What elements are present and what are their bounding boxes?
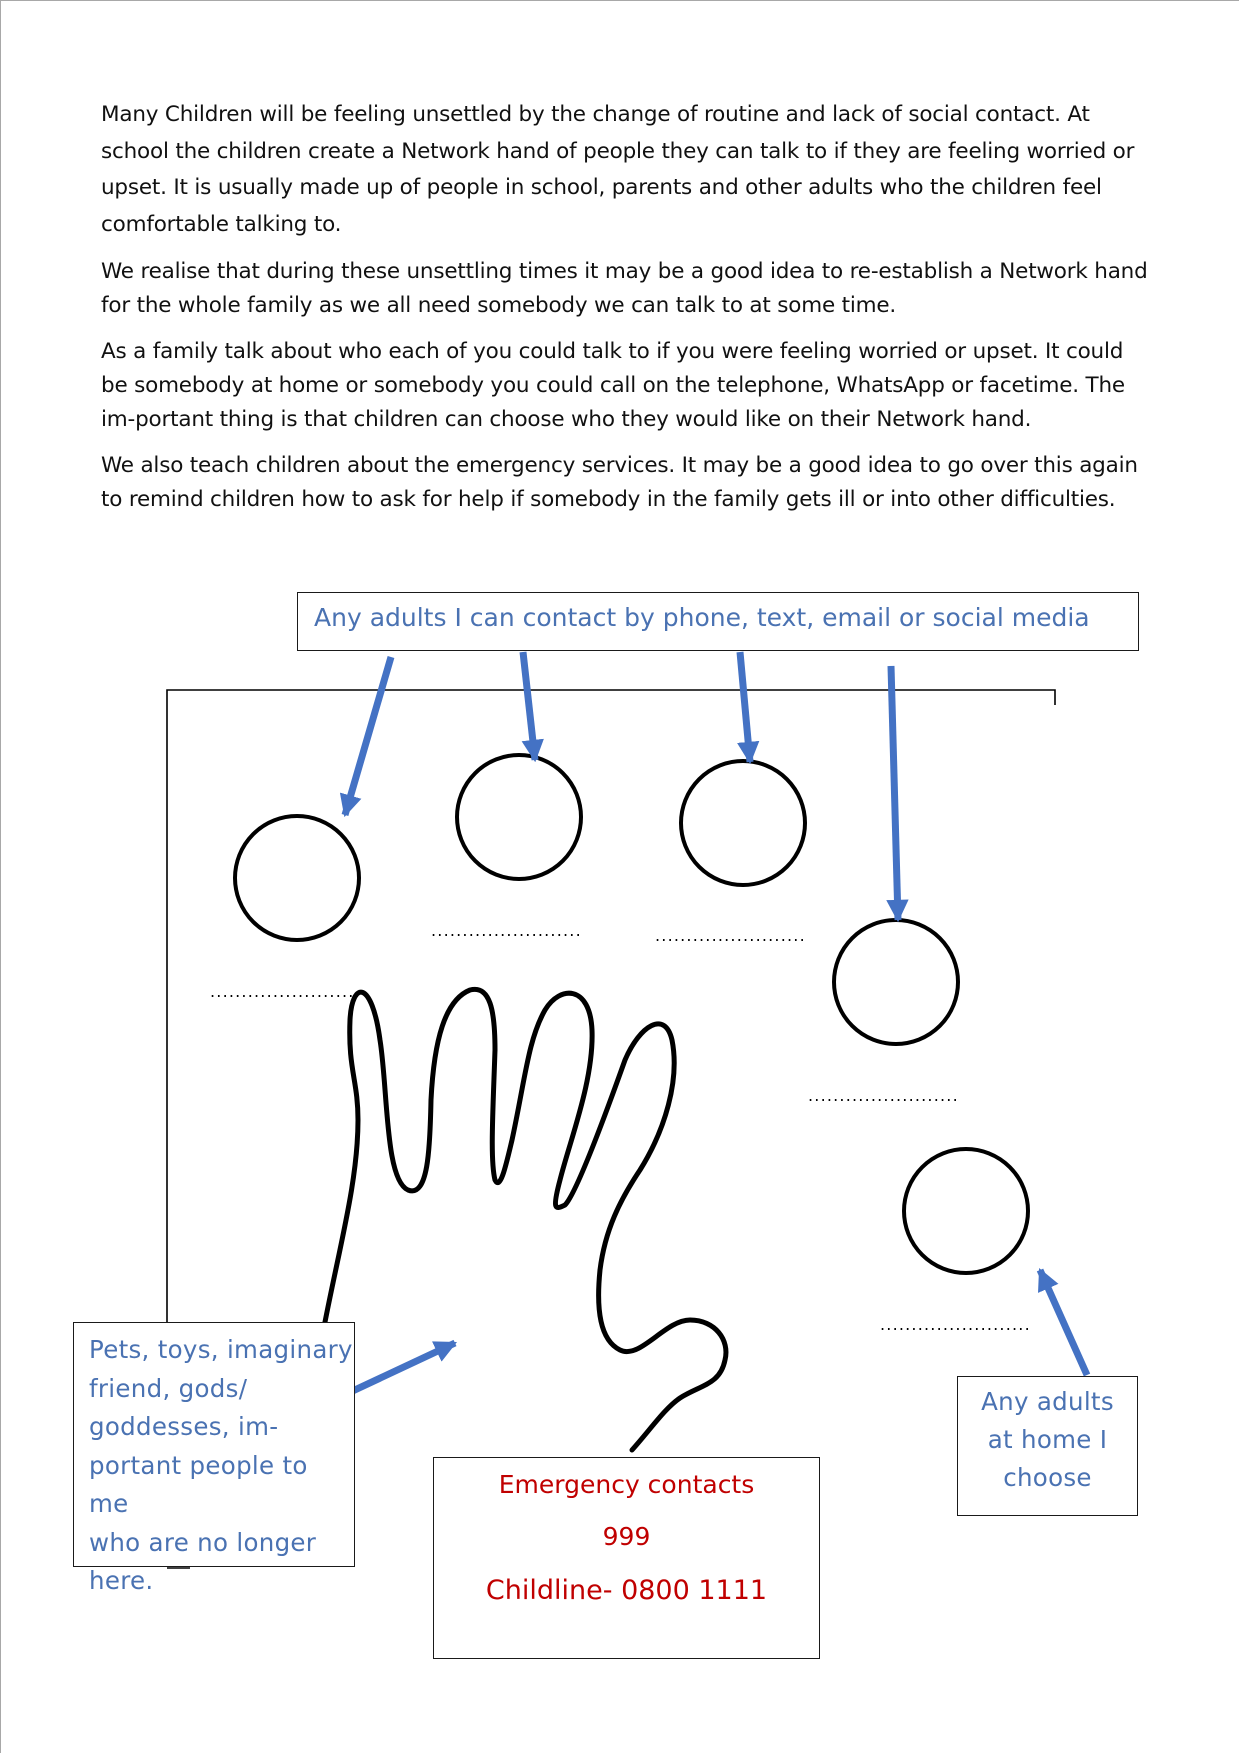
intro-paragraph-1: Many Children will be feeling unsettled by the change of routine and lack of social contact. At school the children create a Network hand of people they can talk to if they are feeling worried or upset. It is usually made up of people in school, parents and other adults who the children feel comfortable talking to. (101, 102, 1135, 237)
intro-paragraph-2: We realise that during these unsettling times it may be a good idea to re-establish a Network hand for the whole family as we all need somebody we can talk to at some time. (101, 259, 1148, 318)
childline-number: Childline- 0800 1111 (485, 1575, 768, 1606)
pets-label-box (73, 1322, 355, 1595)
name-blank-4[interactable]: ........................ (808, 1086, 959, 1105)
pets-label-line-4: portant people to me (89, 1450, 308, 1518)
emergency-number: 999 (602, 1522, 651, 1551)
contact-adults-label-box (297, 592, 1139, 651)
pets-label-line-6: here. (89, 1566, 154, 1595)
arrow-to-circle-2 (523, 652, 535, 760)
home-label-line-3: choose (1003, 1463, 1092, 1492)
intro-paragraph-4: We also teach children about the emergency services. It may be a good idea to go over this again to remind children how to ask for help if somebody in the family gets ill or into other difficulties. (101, 453, 1138, 512)
arrow-to-circle-4 (891, 666, 898, 920)
name-blank-3[interactable]: ........................ (655, 926, 806, 945)
home-label-line-1: Any adults (981, 1387, 1114, 1416)
contact-adults-label: Any adults I can contact by phone, text, email or social media (314, 603, 1090, 632)
name-blank-5[interactable]: ........................ (880, 1315, 1031, 1334)
hand-drawing (325, 968, 813, 1457)
arrow-to-circle-3 (740, 652, 750, 762)
name-circle-4[interactable] (834, 920, 958, 1044)
emergency-contacts-box (433, 1457, 820, 1659)
arrow-to-circle-5 (1040, 1270, 1087, 1375)
pets-label-line-2: friend, gods/ (89, 1373, 248, 1403)
pets-label-line-5: who are no longer (89, 1527, 317, 1557)
pets-label-line-1: Pets, toys, imaginary (89, 1335, 353, 1364)
hand-path (325, 989, 726, 1450)
name-circle-2[interactable] (457, 755, 581, 879)
name-circle-3[interactable] (681, 761, 805, 885)
pets-label-line-3: goddesses, im- (89, 1412, 279, 1441)
emergency-title: Emergency contacts (498, 1470, 755, 1499)
name-blank-2[interactable]: ........................ (431, 921, 582, 940)
intro-paragraph-3: As a family talk about who each of you could talk to if you were feeling worried or upset. It could be somebody at home or somebody you could call on the telephone, WhatsApp or facetime. The im-portant thing is that children can choose who they would like on their Network hand. (101, 339, 1125, 432)
home-adults-label-box (957, 1376, 1138, 1516)
arrow-to-circle-1 (345, 657, 391, 815)
name-circle-5[interactable] (904, 1149, 1028, 1273)
name-blank-1[interactable]: ........................ (210, 982, 361, 1001)
home-label-line-2: at home I (987, 1425, 1108, 1454)
name-circle-1[interactable] (235, 816, 359, 940)
